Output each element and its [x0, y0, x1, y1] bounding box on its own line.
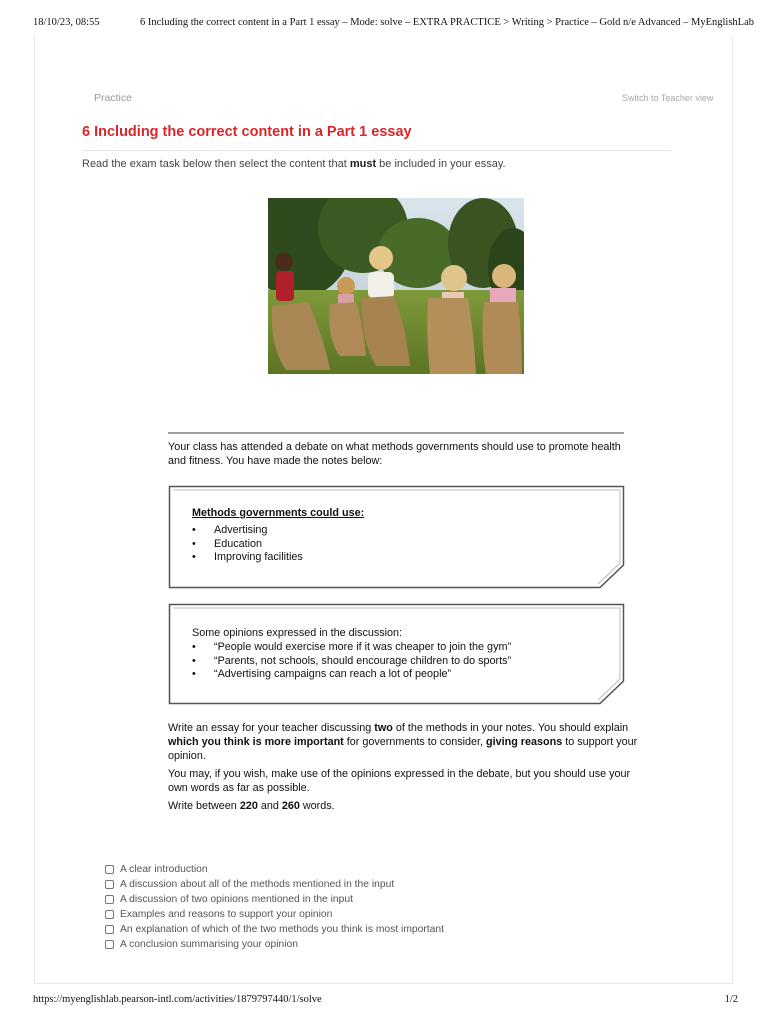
- option-label: A conclusion summarising your opinion: [120, 939, 298, 950]
- notes-item: • Improving facilities: [192, 551, 364, 565]
- option-two-opinions[interactable]: [105, 892, 444, 907]
- print-page-number: 1/2: [724, 994, 738, 1005]
- print-header: [33, 17, 754, 31]
- exam-task-intro: [168, 440, 638, 472]
- instruction-text-after: be included in your essay.: [376, 158, 506, 170]
- instr-bold: two: [374, 722, 393, 734]
- checkbox[interactable]: [105, 895, 114, 904]
- option-clear-introduction[interactable]: [105, 862, 444, 877]
- notes-content: [192, 507, 364, 565]
- opinions-item: • “People would exercise more if it was cheaper to join the gym”: [192, 641, 511, 655]
- instruction-text-before: Read the exam task below then select the content that: [82, 158, 350, 170]
- checkbox[interactable]: [105, 940, 114, 949]
- print-footer: [33, 994, 738, 1008]
- instr-text: of the methods in your notes. You should explain: [392, 722, 629, 734]
- option-label: A clear introduction: [120, 864, 208, 875]
- word-count-min: 220: [239, 800, 258, 812]
- notes-item: • Education: [192, 538, 364, 552]
- word-count-max: 260: [281, 800, 300, 812]
- answer-options: [105, 862, 444, 952]
- print-url: https://myenglishlab.pearson-intl.com/activities/1879797440/1/solve: [33, 994, 322, 1005]
- option-which-method-important[interactable]: [105, 922, 444, 937]
- instr-text: and: [257, 800, 282, 812]
- opinions-item: • “Parents, not schools, should encourage children to do sports”: [192, 655, 511, 669]
- opinions-box: [168, 603, 625, 705]
- instr-text: to support your opinion.: [168, 736, 638, 762]
- checkbox[interactable]: [105, 880, 114, 889]
- instr-text: for governments to consider,: [343, 736, 487, 748]
- instr-text: Write between: [168, 800, 240, 812]
- task-instruction-1: [168, 721, 638, 763]
- notes-heading: Methods governments could use:: [192, 507, 365, 519]
- instr-text: Write an essay for your teacher discussing: [168, 722, 375, 734]
- notes-item: • Advertising: [192, 524, 364, 538]
- title-divider: [82, 150, 671, 151]
- print-timestamp: 18/10/23, 08:55: [33, 17, 100, 28]
- instr-text: words.: [299, 800, 335, 812]
- print-page-title: 6 Including the correct content in a Part 1 essay – Mode: solve – EXTRA PRACTICE > Writing > Practice – Gold n/e Advanced – MyEnglishLab: [140, 17, 754, 28]
- option-label: A discussion about all of the methods mentioned in the input: [120, 879, 395, 890]
- option-all-methods[interactable]: [105, 877, 444, 892]
- opinions-heading: Some opinions expressed in the discussion:: [192, 627, 403, 639]
- option-conclusion[interactable]: [105, 937, 444, 952]
- option-label: A discussion of two opinions mentioned in the input: [120, 894, 353, 905]
- task-instruction-2: You may, if you wish, make use of the opinions expressed in the debate, but you should use your own words as far as possible.: [168, 768, 631, 794]
- instr-bold: giving reasons: [486, 736, 563, 748]
- instruction-text-bold: must: [349, 158, 377, 170]
- checkbox[interactable]: [105, 925, 114, 934]
- checkbox[interactable]: [105, 865, 114, 874]
- activity-instruction: [82, 158, 506, 170]
- sack-race-photo: [268, 198, 524, 374]
- checkbox[interactable]: [105, 910, 114, 919]
- task-top-rule: [168, 432, 624, 434]
- activity-title: 6 Including the correct content in a Part 1 essay: [82, 124, 412, 140]
- switch-to-teacher-view-link[interactable]: Switch to Teacher view: [622, 93, 714, 103]
- option-label: Examples and reasons to support your opinion: [120, 909, 333, 920]
- opinions-item: • “Advertising campaigns can reach a lot of people”: [192, 668, 511, 682]
- sack-race-image: [268, 198, 524, 374]
- task-instruction-3: [168, 799, 638, 813]
- exam-task-instructions: [168, 721, 638, 817]
- task-intro-text: Your class has attended a debate on what methods governments should use to promote health and fitness. You have made the notes below:: [168, 441, 621, 467]
- notes-list: [192, 524, 364, 565]
- option-label: An explanation of which of the two methods you think is most important: [120, 924, 444, 935]
- instr-bold: which you think is more important: [168, 736, 344, 748]
- opinions-content: [192, 627, 511, 682]
- opinions-list: [192, 641, 511, 682]
- notes-box: [168, 485, 625, 589]
- option-examples-reasons[interactable]: [105, 907, 444, 922]
- breadcrumb-practice[interactable]: Practice: [94, 92, 132, 104]
